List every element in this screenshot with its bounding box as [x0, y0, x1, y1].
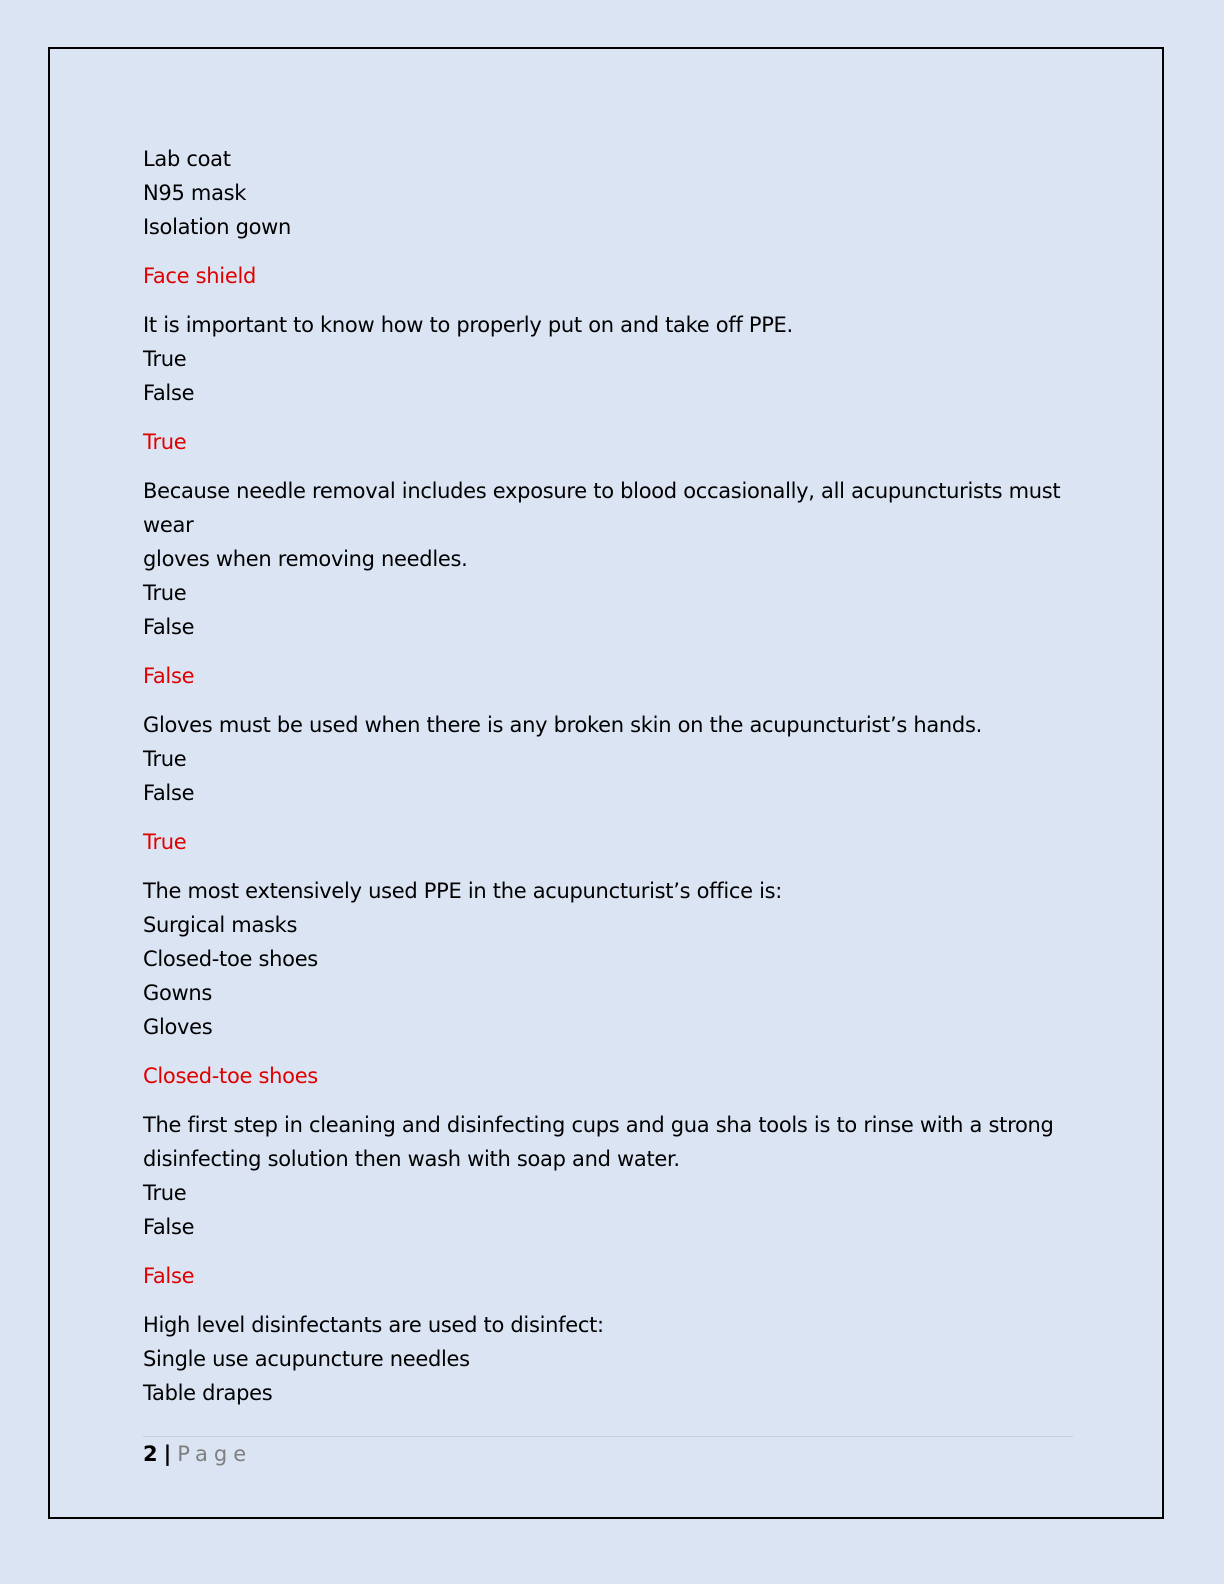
option-text: False — [143, 781, 195, 805]
option-text: Gowns — [143, 981, 213, 1005]
page-footer — [143, 1440, 252, 1468]
option-text: True — [143, 1181, 187, 1205]
option-text: False — [143, 381, 195, 405]
option-text: False — [143, 1215, 195, 1239]
footer-divider — [143, 1436, 1073, 1437]
option-text: Table drapes — [143, 1381, 273, 1405]
option-text: Closed-toe shoes — [143, 947, 318, 971]
answer-text: True — [143, 430, 187, 454]
document-body — [143, 142, 1078, 1410]
option-text: Single use acupuncture needles — [143, 1347, 470, 1371]
question-text: disinfecting solution then wash with soap and water. — [143, 1147, 680, 1171]
answer-text: Closed-toe shoes — [143, 1064, 318, 1088]
footer-separator: | — [163, 1442, 172, 1466]
question-text: Because needle removal includes exposure to blood occasionally, all acupuncturists must wear — [143, 479, 1061, 537]
question-text: The first step in cleaning and disinfecting cups and gua sha tools is to rinse with a strong — [143, 1113, 1054, 1137]
option-text: Isolation gown — [143, 215, 292, 239]
question-text: It is important to know how to properly put on and take off PPE. — [143, 313, 793, 337]
option-text: True — [143, 747, 187, 771]
page-label: Page — [177, 1442, 253, 1466]
question-text: High level disinfectants are used to disinfect: — [143, 1313, 604, 1337]
question-text: The most extensively used PPE in the acupuncturist’s office is: — [143, 879, 783, 903]
option-text: N95 mask — [143, 181, 247, 205]
option-text: True — [143, 581, 187, 605]
option-text: True — [143, 347, 187, 371]
option-text: False — [143, 615, 195, 639]
question-text: gloves when removing needles. — [143, 547, 468, 571]
answer-text: False — [143, 1264, 195, 1288]
option-text: Gloves — [143, 1015, 213, 1039]
answer-text: False — [143, 664, 195, 688]
question-text: Gloves must be used when there is any broken skin on the acupuncturist’s hands. — [143, 713, 982, 737]
option-text: Lab coat — [143, 147, 231, 171]
answer-text: True — [143, 830, 187, 854]
option-text: Surgical masks — [143, 913, 298, 937]
page-number: 2 — [143, 1442, 158, 1466]
answer-text: Face shield — [143, 264, 257, 288]
